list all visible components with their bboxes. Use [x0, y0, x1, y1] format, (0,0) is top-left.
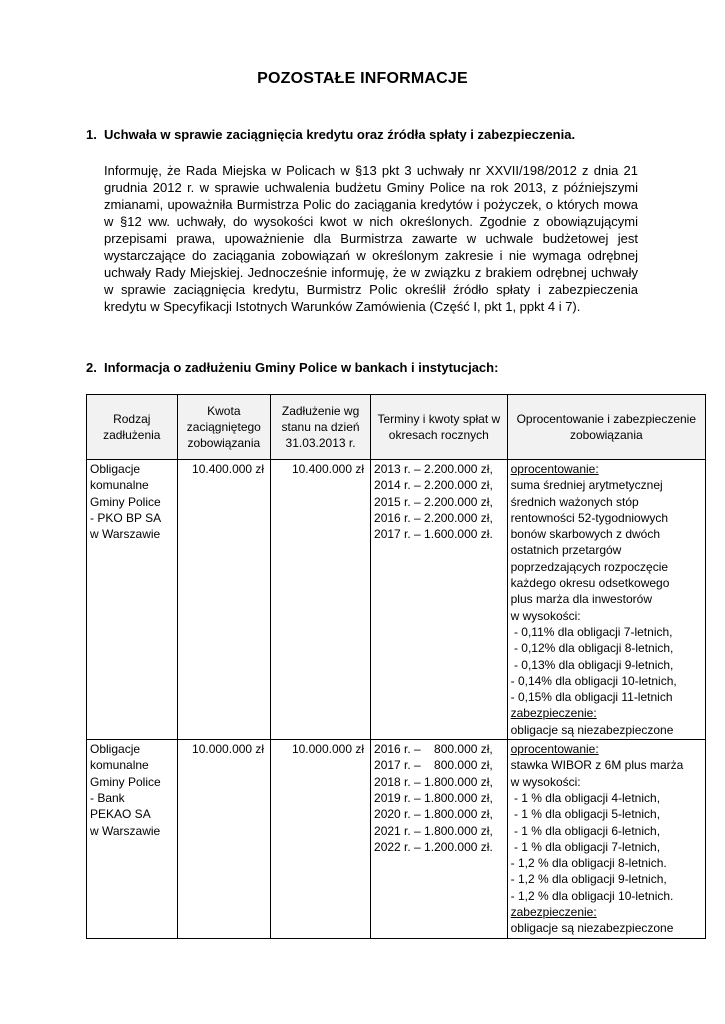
- interest-line: ostatnich przetargów: [510, 543, 622, 558]
- debt-type-line: Gminy Police: [90, 774, 161, 789]
- payment-line: 2020 r. – 1.800.000 zł,: [374, 807, 493, 822]
- interest-line: w wysokości:: [510, 774, 581, 789]
- payment-line: 2014 r. – 2.200.000 zł,: [374, 478, 493, 493]
- interest-line: - 0,12% dla obligacji 8-letnich,: [510, 641, 674, 656]
- debt-type-line: Gminy Police: [90, 494, 161, 509]
- section-1-heading-text: Uchwała w sprawie zaciągnięcia kredytu oraz źródła spłaty i zabezpieczenia.: [104, 127, 576, 142]
- payment-line: 2017 r. – 800.000 zł,: [374, 758, 493, 773]
- cell-debt-type: [87, 740, 178, 939]
- debt-type-line: w Warszawie: [90, 823, 161, 838]
- section-1-heading: [86, 127, 575, 142]
- debt-type-line: w Warszawie: [90, 527, 161, 542]
- payment-line: 2017 r. – 1.600.000 zł.: [374, 527, 493, 542]
- cell-interest-security: [507, 460, 705, 740]
- interest-line: - 1,2 % dla obligacji 10-letnich.: [510, 888, 674, 903]
- interest-label: oprocentowanie:: [510, 462, 599, 476]
- cell-interest-security: [507, 740, 705, 939]
- debt-type-line: komunalne: [90, 478, 149, 493]
- interest-line: - 1,2 % dla obligacji 9-letnich,: [510, 872, 667, 887]
- payment-line: 2022 r. – 1.200.000 zł.: [374, 839, 493, 854]
- header-debt-type: Rodzaj zadłużenia: [87, 395, 178, 460]
- table-row: [87, 740, 706, 939]
- security-text: obligacje są niezabezpieczone: [510, 921, 674, 936]
- header-amount: Kwota zaciągniętego zobowiązania: [177, 395, 271, 460]
- interest-line: poprzedzających rozpoczęcie: [510, 559, 669, 574]
- header-payment-schedule: Terminy i kwoty spłat w okresach rocznych: [371, 395, 508, 460]
- header-interest-security: Oprocentowanie i zabezpieczenie zobowiązania: [507, 395, 705, 460]
- security-text: obligacje są niezabezpieczone: [510, 722, 674, 737]
- page-title: POZOSTAŁE INFORMACJE: [257, 70, 468, 87]
- cell-debt-balance: 10.400.000 zł: [271, 460, 371, 740]
- security-label: zabezpieczenie:: [510, 905, 597, 920]
- interest-line: - 0,13% dla obligacji 9-letnich,: [510, 657, 674, 672]
- debt-type-line: Obligacje: [90, 742, 141, 757]
- cell-amount: 10.400.000 zł: [177, 460, 271, 740]
- interest-line: stawka WIBOR z 6M plus marża: [510, 758, 684, 773]
- debt-type-line: komunalne: [90, 758, 149, 773]
- interest-line: średnich ważonych stóp: [510, 494, 639, 509]
- debt-type-line: - Bank: [90, 790, 125, 805]
- payment-line: 2016 r. – 2.200.000 zł,: [374, 510, 493, 525]
- section-2-heading-text: Informacja o zadłużeniu Gminy Police w bankach i instytucjach:: [104, 360, 499, 375]
- interest-line: - 0,15% dla obligacji 11-letnich: [510, 690, 673, 705]
- section-2-heading: [86, 360, 498, 375]
- interest-line: - 1 % dla obligacji 7-letnich,: [510, 839, 661, 854]
- section-1-number: 1.: [86, 127, 97, 142]
- payment-line: 2015 r. – 2.200.000 zł,: [374, 494, 493, 509]
- cell-payment-schedule: [371, 460, 508, 740]
- payment-line: 2018 r. – 1.800.000 zł,: [374, 774, 493, 789]
- payment-line: 2019 r. – 1.800.000 zł,: [374, 790, 493, 805]
- interest-label: oprocentowanie:: [510, 742, 599, 757]
- interest-line: każdego okresu odsetkowego: [510, 576, 670, 591]
- payment-line: 2021 r. – 1.800.000 zł,: [374, 823, 493, 838]
- interest-line: rentowności 52-tygodniowych: [510, 510, 669, 525]
- interest-line: plus marża dla inwestorów: [510, 592, 653, 607]
- interest-line: bonów skarbowych z dwóch: [510, 527, 661, 542]
- interest-line: - 0,11% dla obligacji 7-letnich,: [510, 624, 673, 639]
- debt-type-line: Obligacje: [90, 462, 141, 476]
- interest-line: - 1,2 % dla obligacji 8-letnich.: [510, 856, 667, 871]
- table-row: [87, 460, 706, 740]
- table-header-row: [87, 395, 706, 460]
- interest-line: - 0,14% dla obligacji 10-letnich,: [510, 673, 677, 688]
- cell-debt-type: [87, 460, 178, 740]
- security-label: zabezpieczenie:: [510, 706, 597, 721]
- interest-line: - 1 % dla obligacji 4-letnich,: [510, 790, 661, 805]
- interest-line: - 1 % dla obligacji 5-letnich,: [510, 807, 661, 822]
- payment-line: 2013 r. – 2.200.000 zł,: [374, 462, 493, 476]
- interest-line: w wysokości:: [510, 608, 581, 623]
- interest-line: - 1 % dla obligacji 6-letnich,: [510, 823, 661, 838]
- section-2-number: 2.: [86, 360, 97, 375]
- payment-line: 2016 r. – 800.000 zł,: [374, 742, 493, 757]
- section-1-paragraph: Informuję, że Rada Miejska w Policach w §13 pkt 3 uchwały nr XXVII/198/2012 z dnia 21 grudnia 2012 r. w sprawie uchwalenia budżetu Gminy Police na rok 2013, z późniejszymi zmianami, upoważniła Burmistrza Polic do zaciągania kredytów i pożyczek, o których mowa w §12 ww. uchwały, do wysokości kwot w nich określonych. Zgodnie z obowiązującymi przepisami prawa, upoważnienie dla Burmistrza zawarte w uchwale budżetowej jest wystarczające do zaciągania zobowiązań w określonym zakresie i nie wymaga odrębnej uchwały Rady Miejskiej. Jednocześnie informuję, że w związku z brakiem odrębnej uchwały w sprawie zaciągnięcia kredytu, Burmistrz Polic określił źródło spłaty i zabezpieczenia kredytu w Specyfikacji Istotnych Warunków Zamówienia (Część I, pkt 1, ppkt 4 i 7).: [104, 163, 638, 314]
- debt-type-line: PEKAO SA: [90, 807, 151, 822]
- cell-amount: 10.000.000 zł: [177, 740, 271, 939]
- cell-payment-schedule: [371, 740, 508, 939]
- debt-table: [86, 394, 706, 939]
- debt-type-line: - PKO BP SA: [90, 510, 162, 525]
- interest-line: suma średniej arytmetycznej: [510, 478, 663, 493]
- header-debt-balance: Zadłużenie wg stanu na dzień 31.03.2013 r.: [271, 395, 371, 460]
- cell-debt-balance: 10.000.000 zł: [271, 740, 371, 939]
